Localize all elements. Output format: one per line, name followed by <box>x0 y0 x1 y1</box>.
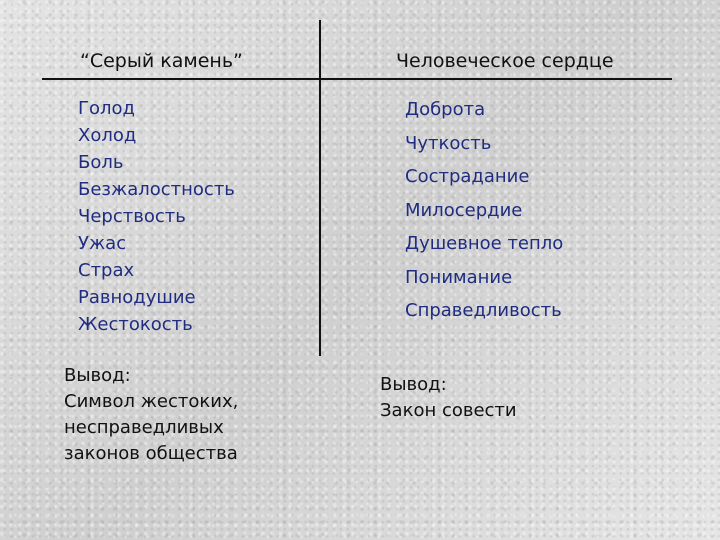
conclusion-line: Вывод: <box>380 374 447 395</box>
conclusion-line: законов общества <box>64 443 238 464</box>
list-item: Понимание <box>405 266 513 288</box>
list-item: Черствость <box>78 206 186 227</box>
list-item: Жестокость <box>78 314 193 335</box>
conclusion-line: Закон совести <box>380 400 517 421</box>
left-conclusion <box>64 363 238 467</box>
left-column-header: “Серый камень” <box>80 50 243 72</box>
list-item: Голод <box>78 98 135 119</box>
right-conclusion <box>380 372 517 424</box>
list-item: Боль <box>78 152 124 173</box>
list-item: Сострадание <box>405 166 530 187</box>
table-horizontal-divider <box>42 78 672 80</box>
list-item: Безжалостность <box>78 179 235 200</box>
list-item: Равнодушие <box>78 287 196 308</box>
conclusion-line: Символ жестоких, <box>64 391 239 412</box>
list-item: Справедливость <box>405 300 562 321</box>
list-item: Душевное тепло <box>405 233 564 254</box>
left-column-list <box>78 95 235 338</box>
list-item: Страх <box>78 260 135 281</box>
right-column-header: Человеческое сердце <box>396 50 614 72</box>
list-item: Холод <box>78 125 137 146</box>
list-item: Чуткость <box>405 132 492 154</box>
list-item: Милосердие <box>405 199 523 221</box>
right-column-list <box>405 93 563 328</box>
conclusion-line: Вывод: <box>64 365 131 386</box>
list-item: Ужас <box>78 233 127 254</box>
table-vertical-divider <box>319 20 321 356</box>
list-item: Доброта <box>405 99 486 120</box>
conclusion-line: несправедливых <box>64 417 224 438</box>
